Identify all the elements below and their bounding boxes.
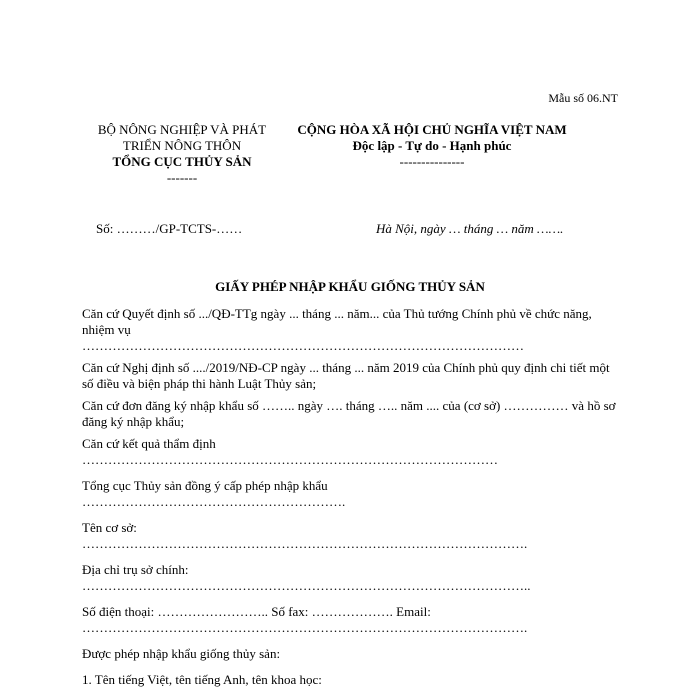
head-office-address-label: Địa chỉ trụ sở chính: <box>82 562 189 577</box>
form-code: Mẫu số 06.NT <box>548 91 618 105</box>
permitted-import-heading: Được phép nhập khẩu giống thủy sản: <box>82 646 281 661</box>
species-name-item: 1. Tên tiếng Việt, tên tiếng Anh, tên khoa học: <box>82 672 322 687</box>
head-office-address-fill: ………………………………………………………………………………………….. <box>82 578 531 593</box>
issuing-agency-header <box>92 122 272 186</box>
ministry-name: BỘ NÔNG NGHIỆP VÀ PHÁT TRIỂN NÔNG THÔN <box>97 122 267 153</box>
facility-name-field <box>82 520 618 552</box>
head-office-address-field <box>82 562 618 594</box>
paragraph-application: Căn cứ đơn đăng ký nhập khẩu số …….. ngày …. tháng ….. năm .... của (cơ sở) …………… và hồ sơ đăng ký nhập khẩu; <box>82 398 616 429</box>
paragraph-appraisal-fill: …………………………………………………………………………………… <box>82 452 498 467</box>
country-name: CỘNG HÒA XÃ HỘI CHỦ NGHĨA VIỆT NAM <box>297 122 567 137</box>
paragraph-appraisal-text: Căn cứ kết quả thẩm định <box>82 436 216 451</box>
paragraph-decree: Căn cứ Nghị định số ..../2019/NĐ-CP ngày ... tháng ... năm 2019 của Chính phủ quy định chi tiết một số điều và biện pháp thi hành Luật Thủy sản; <box>82 360 610 391</box>
facility-name-label: Tên cơ sở: <box>82 520 137 535</box>
place-and-date: Hà Nội, ngày … tháng … năm ……. <box>376 221 564 236</box>
facility-name-fill: …………………………………………………………………………………………. <box>82 536 528 551</box>
paragraph-decision-fill: ………………………………………………………………………………………… <box>82 338 524 353</box>
document-number: Số: ………/GP-TCTS-…… <box>96 221 243 236</box>
paragraph-approval <box>82 478 618 510</box>
national-motto: Độc lập - Tự do - Hạnh phúc <box>352 138 512 153</box>
paragraph-approval-text: Tổng cục Thủy sản đồng ý cấp phép nhập khẩu <box>82 478 328 493</box>
contact-fill: …………………………………………………………………………………………. <box>82 620 528 635</box>
paragraph-approval-fill: ……………………………………………………. <box>82 494 346 509</box>
paragraph-decision <box>82 306 618 354</box>
paragraph-appraisal <box>82 436 618 468</box>
national-header <box>262 122 602 170</box>
document-body <box>82 306 618 694</box>
document-title: GIẤY PHÉP NHẬP KHẨU GIỐNG THỦY SẢN <box>215 279 485 294</box>
agency-underline: ------- <box>166 170 198 185</box>
contact-field <box>82 604 618 636</box>
motto-underline: --------------- <box>399 154 465 169</box>
agency-name: TỔNG CỤC THỦY SẢN <box>112 154 252 169</box>
paragraph-decision-text: Căn cứ Quyết định số .../QĐ-TTg ngày ... tháng ... năm... của Thủ tướng Chính phủ về chức năng, nhiệm vụ <box>82 306 592 337</box>
contact-label: Số điện thoại: …………………….. Số fax: ………………. Email: <box>82 604 431 619</box>
